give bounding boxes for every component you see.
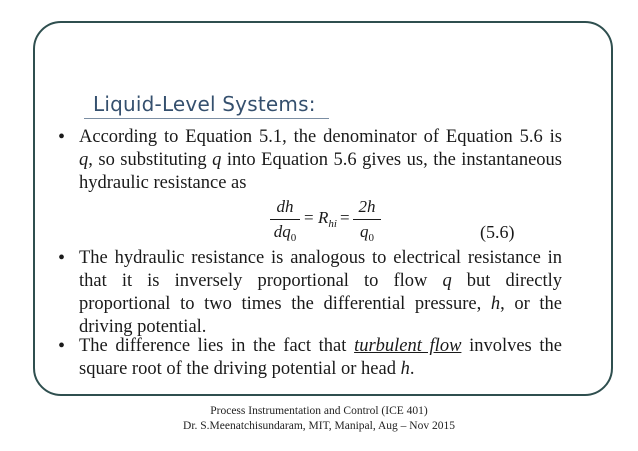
turbulent-flow-emphasis: turbulent flow <box>354 336 462 356</box>
bullet-2-text <box>79 247 562 339</box>
bullet-3-text <box>79 335 562 381</box>
slide-title: Liquid-Level Systems: <box>93 92 316 116</box>
equation-5-6 <box>262 197 562 247</box>
title-underline <box>84 118 329 119</box>
bullet-2-line-3: proportional to two times the differential pressure, h, or the <box>79 294 563 314</box>
resistance-symbol: $R_{hi}$ <box>318 208 337 230</box>
footer-author: Dr. S.Meenatchisundaram, MIT, Manipal, Aug – Nov 2015 <box>183 420 455 432</box>
equals-sign: = <box>304 208 314 227</box>
bullet-1-line-3: hydraulic resistance as <box>79 173 247 193</box>
bullet-dot: • <box>58 247 66 269</box>
equals-sign: = <box>340 208 350 227</box>
fraction-dh-dq0: dh $dq_0$ <box>270 197 300 242</box>
footer-course: Process Instrumentation and Control (ICE 401) <box>210 405 428 417</box>
bullet-3-line-1: The difference lies in the fact that turbulent flow involves the <box>79 336 563 356</box>
bullet-1-line-2: q, so substituting q into Equation 5.6 gives us, the instantaneous <box>79 150 562 170</box>
bullet-2-line-2: that it is inversely proportional to flow q but directly <box>79 271 562 291</box>
bullet-2-line-1: The hydraulic resistance is analogous to electrical resistance in <box>79 248 562 268</box>
fraction-2h-q0: 2h $q_0$ <box>353 197 381 242</box>
bullet-1-line-1: According to Equation 5.1, the denominator of Equation 5.6 is <box>79 127 562 147</box>
bullet-1-text <box>79 126 562 195</box>
bullet-dot: • <box>58 335 66 357</box>
equation-number: (5.6) <box>480 222 515 242</box>
bullet-dot: • <box>58 126 66 148</box>
bullet-3-line-2: square root of the driving potential or head h. <box>79 359 415 379</box>
bullet-2-line-4: driving potential. <box>79 317 207 337</box>
